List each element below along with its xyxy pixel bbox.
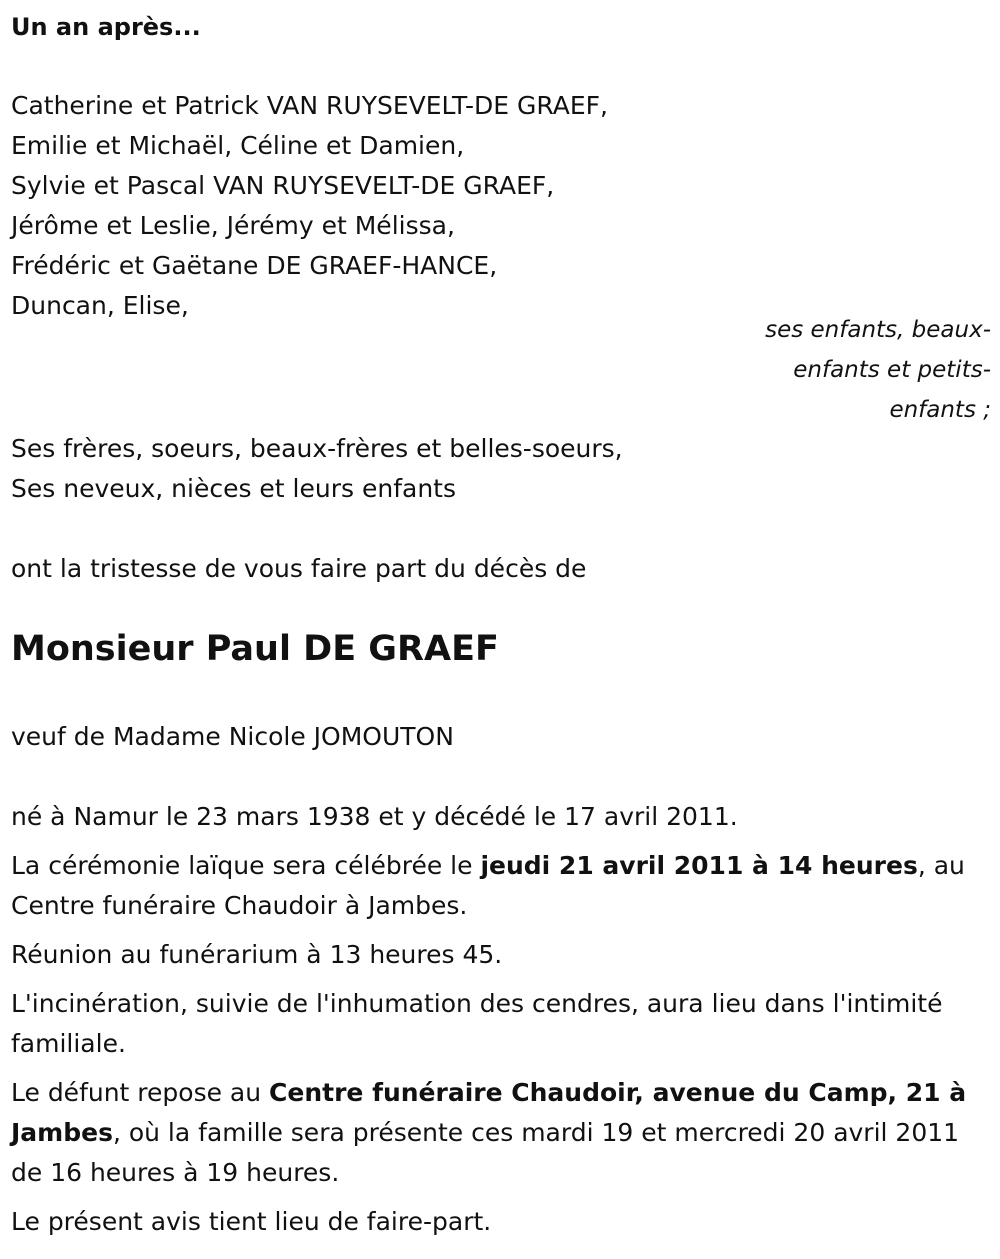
closing-text: Le présent avis tient lieu de faire-part.: [11, 1207, 492, 1236]
family-line: Emilie et Michaël, Céline et Damien,: [11, 131, 465, 160]
widow-line: veuf de Madame Nicole JOMOUTON: [11, 722, 454, 751]
family-line: Catherine et Patrick VAN RUYSEVELT-DE GRAEF,: [11, 91, 608, 120]
relation-line: ses enfants, beaux-: [765, 317, 991, 343]
notice-heading: Un an après...: [11, 13, 201, 41]
ceremony-date: jeudi 21 avril 2011 à 14 heures: [480, 851, 918, 880]
relation-line: enfants ;: [889, 397, 991, 423]
family-line: Duncan, Elise,: [11, 291, 189, 320]
relation-note: [765, 310, 991, 430]
incineration-text: L'incinération, suivie de l'inhumation des cendres, aura lieu dans l'intimité familiale.: [11, 989, 943, 1058]
funeral-details: [11, 797, 996, 1251]
family-line: Sylvie et Pascal VAN RUYSEVELT-DE GRAEF,: [11, 171, 555, 200]
announcement-text: ont la tristesse de vous faire part du décès de: [11, 554, 587, 583]
other-relatives: [11, 429, 623, 509]
relation-line: enfants et petits-: [793, 357, 991, 383]
family-list: [11, 86, 608, 326]
family-line: Jérôme et Leslie, Jérémy et Mélissa,: [11, 211, 455, 240]
meeting-text: Réunion au funérarium à 13 heures 45.: [11, 940, 503, 969]
family-line: Frédéric et Gaëtane DE GRAEF-HANCE,: [11, 251, 498, 280]
birth-death-text: né à Namur le 23 mars 1938 et y décédé le 17 avril 2011.: [11, 802, 738, 831]
resting-place: Centre funéraire Chaudoir, avenue du Camp, 21 à Jambes: [11, 1078, 967, 1147]
deceased-name: Monsieur Paul DE GRAEF: [11, 629, 499, 669]
resting-place-text: Le défunt repose au Centre funéraire Chaudoir, avenue du Camp, 21 à Jambes, où la famille sera présente ces mardi 19 et mercredi 20 avril 2011 de 16 heures à 19 heures.: [11, 1078, 967, 1187]
relatives-line: Ses frères, soeurs, beaux-frères et belles-soeurs,: [11, 434, 623, 463]
relatives-line: Ses neveux, nièces et leurs enfants: [11, 474, 456, 503]
ceremony-text: La cérémonie laïque sera célébrée le jeudi 21 avril 2011 à 14 heures, au Centre funéraire Chaudoir à Jambes.: [11, 851, 965, 920]
